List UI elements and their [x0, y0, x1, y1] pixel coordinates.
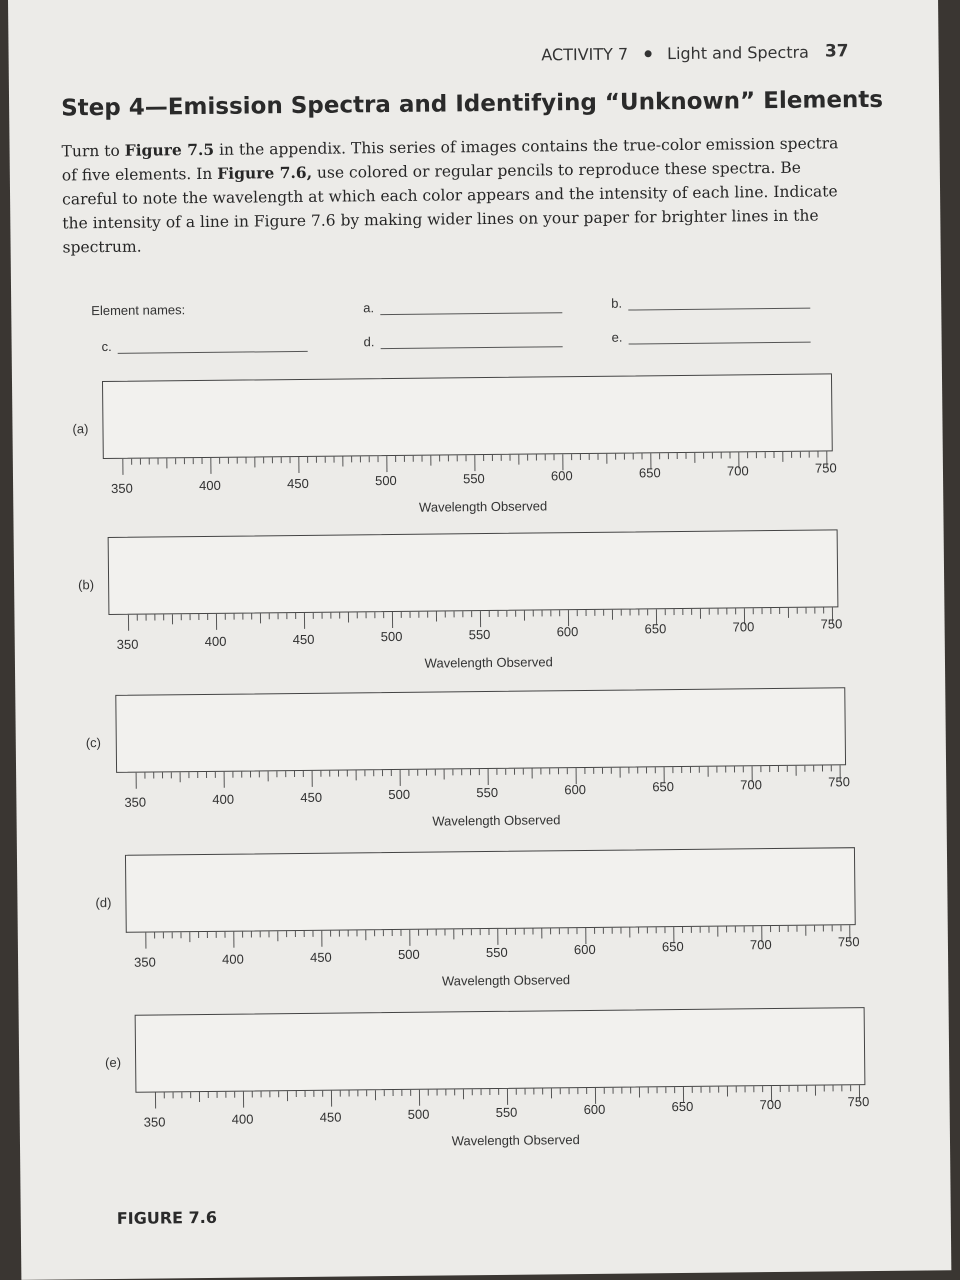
tick-label-350: 350 — [134, 954, 156, 970]
element-name-c-line[interactable] — [118, 339, 308, 354]
element-name-b-label: b. — [611, 295, 623, 311]
element-name-d-label: d. — [363, 334, 375, 350]
spectrum-label-e: (e) — [105, 1054, 122, 1071]
tick-label-450: 450 — [286, 475, 309, 491]
tick-label-750: 750 — [847, 1094, 870, 1110]
step-title: Step 4—Emission Spectra and Identifying “Unknown” Elements — [61, 86, 884, 122]
element-name-e-label: e. — [611, 329, 623, 345]
tick-label-700: 700 — [726, 463, 749, 479]
axis-title-wavelength: Wavelength Observed — [451, 1132, 580, 1149]
tick-label-650: 650 — [644, 621, 667, 637]
tick-label-550: 550 — [468, 626, 491, 642]
instructions-paragraph — [61, 131, 852, 259]
element-name-c-label: c. — [101, 338, 112, 355]
tick-label-400: 400 — [231, 1111, 254, 1128]
spectrum-panel-c — [15, 686, 947, 846]
figure-7-5-ref: Figure 7.5 — [124, 139, 215, 160]
page-number: 37 — [824, 41, 849, 62]
page-header — [541, 41, 848, 64]
tick-label-600: 600 — [550, 468, 573, 484]
tick-label-750: 750 — [814, 460, 837, 476]
tick-label-700: 700 — [740, 776, 763, 793]
tick-label-750: 750 — [820, 616, 843, 632]
tick-label-600: 600 — [583, 1101, 606, 1118]
element-name-d-field[interactable] — [364, 332, 563, 349]
instructions-text-2: in the appendix. This series of images contains the true-color emission spectra of five elements. In — [61, 134, 839, 185]
tick-label-650: 650 — [638, 465, 661, 481]
tick-label-650: 650 — [652, 779, 675, 795]
tick-label-550: 550 — [462, 470, 485, 486]
spectrum-panel-a — [12, 372, 944, 532]
tick-label-500: 500 — [374, 473, 397, 489]
spectrum-panel-e — [19, 1006, 951, 1166]
figure-7-6-ref: Figure 7.6, — [217, 162, 313, 183]
tick-label-550: 550 — [485, 944, 508, 960]
element-names-label-text: Element names: — [91, 302, 186, 319]
tick-label-450: 450 — [300, 789, 323, 805]
tick-label-500: 500 — [388, 787, 411, 803]
element-name-c-field[interactable] — [102, 337, 308, 354]
spectrum-panel-d — [17, 846, 949, 1006]
element-names-label — [91, 302, 185, 318]
tick-label-550: 550 — [495, 1104, 518, 1120]
tick-label-700: 700 — [749, 936, 772, 953]
tick-label-600: 600 — [556, 624, 579, 640]
element-name-e-line[interactable] — [628, 330, 810, 345]
element-name-b-field[interactable] — [611, 294, 810, 311]
element-name-a-field[interactable] — [363, 298, 562, 315]
tick-label-500: 500 — [380, 629, 403, 645]
element-name-e-field[interactable] — [611, 328, 810, 345]
tick-label-600: 600 — [564, 781, 587, 798]
section-label: Light and Spectra — [667, 42, 810, 63]
tick-label-350: 350 — [124, 794, 147, 810]
tick-label-750: 750 — [837, 934, 860, 950]
spectrum-panel-b — [14, 528, 946, 688]
tick-label-400: 400 — [221, 951, 244, 968]
axis-title-wavelength: Wavelength Observed — [432, 812, 561, 829]
spectrum-label-c: (c) — [85, 735, 102, 751]
tick-label-650: 650 — [671, 1099, 694, 1115]
tick-label-350: 350 — [143, 1114, 166, 1130]
element-name-b-line[interactable] — [628, 296, 810, 311]
tick-label-600: 600 — [573, 941, 596, 958]
tick-label-400: 400 — [199, 478, 221, 494]
tick-label-500: 500 — [407, 1106, 430, 1123]
element-name-a-line[interactable] — [380, 300, 562, 315]
workbook-page — [8, 0, 951, 1280]
axis-title-wavelength: Wavelength Observed — [418, 498, 548, 515]
spectrum-label-b: (b) — [78, 577, 95, 593]
axis-title-wavelength: Wavelength Observed — [424, 654, 553, 671]
spectrum-label-a: (a) — [72, 421, 89, 437]
bullet-icon — [644, 50, 651, 57]
spectrum-label-d: (d) — [95, 894, 112, 911]
tick-label-400: 400 — [204, 634, 227, 650]
element-name-a-label: a. — [363, 300, 375, 316]
instructions-text-3: use colored or regular pencils to reproduce these spectra. Be careful to note the wavelength at which each color appears and the intensity of each line. Indicate the intensity of a line in Figure 7.6 by making wider lines on your paper for brighter lines in the spectrum. — [61, 158, 838, 257]
tick-label-450: 450 — [309, 949, 332, 965]
tick-label-700: 700 — [759, 1096, 782, 1112]
figure-label: FIGURE 7.6 — [116, 1207, 218, 1228]
element-name-d-line[interactable] — [380, 334, 562, 349]
tick-label-450: 450 — [319, 1109, 342, 1125]
tick-label-350: 350 — [116, 636, 139, 652]
tick-label-350: 350 — [111, 480, 133, 496]
tick-label-400: 400 — [212, 792, 235, 808]
activity-label: ACTIVITY 7 — [541, 44, 629, 64]
tick-label-450: 450 — [292, 631, 315, 647]
element-names-section — [91, 291, 852, 359]
tick-label-550: 550 — [476, 784, 499, 800]
tick-label-500: 500 — [397, 946, 420, 963]
tick-label-700: 700 — [732, 619, 755, 635]
tick-label-650: 650 — [661, 939, 684, 955]
axis-title-wavelength: Wavelength Observed — [441, 972, 571, 989]
tick-label-750: 750 — [828, 774, 851, 790]
instructions-text-1: Turn to — [61, 141, 125, 161]
